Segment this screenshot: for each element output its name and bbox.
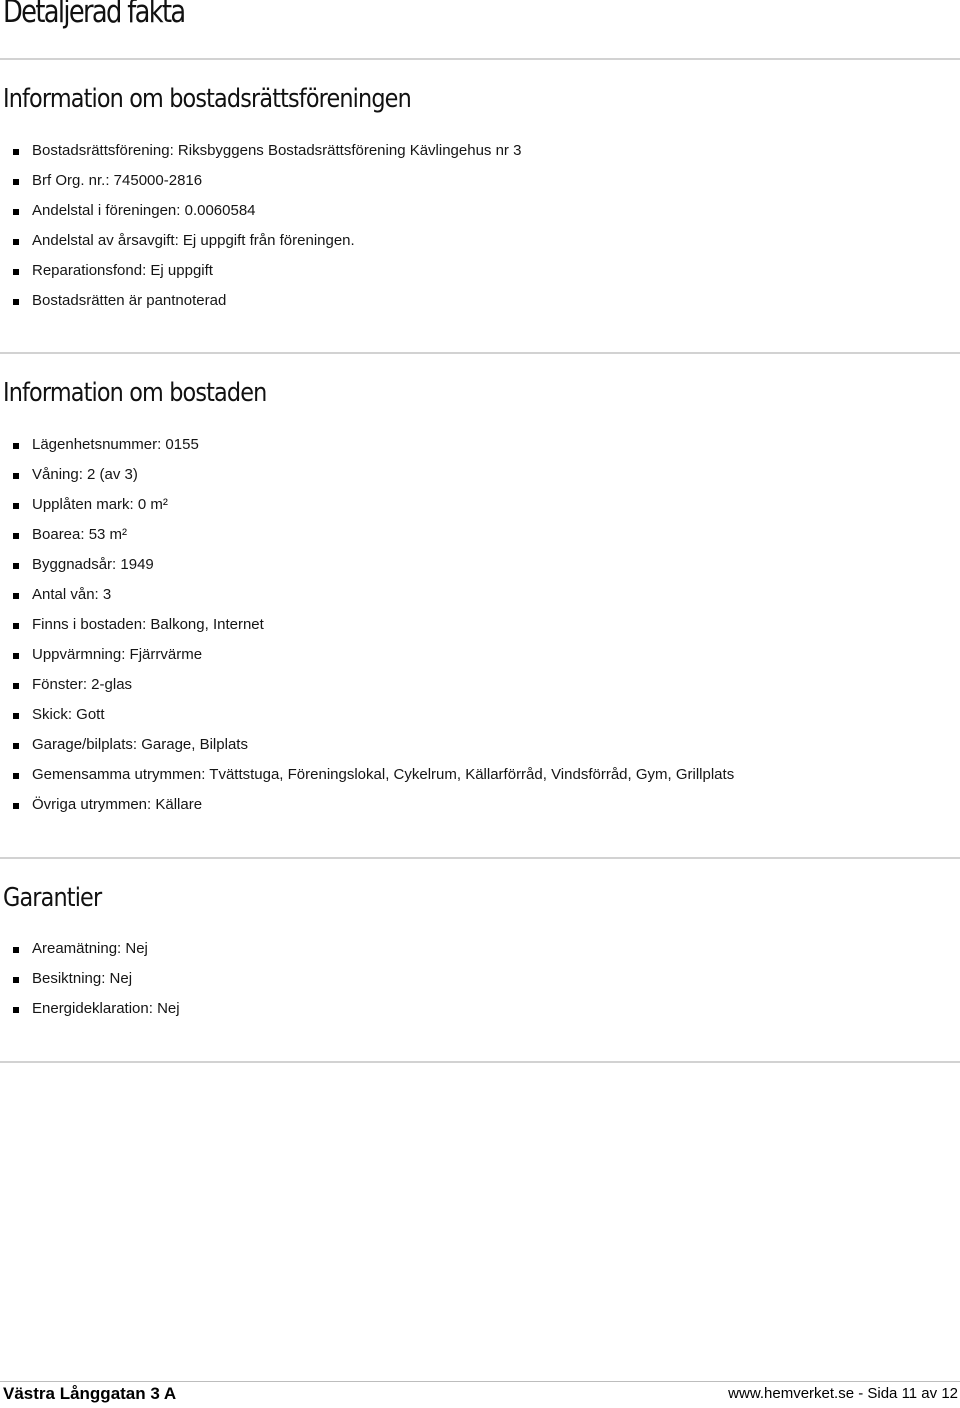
section-divider — [0, 1061, 960, 1063]
section-divider — [0, 857, 960, 859]
section-title-association: Information om bostadsrättsföreningen — [3, 84, 411, 114]
association-info-list — [0, 136, 521, 316]
bullet-icon — [13, 653, 19, 659]
list-item: Fönster: 2-glas — [0, 670, 734, 700]
bullet-icon — [13, 239, 19, 245]
list-item: Brf Org. nr.: 745000-2816 — [0, 166, 521, 196]
section-divider — [0, 352, 960, 354]
guarantees-list — [0, 934, 180, 1024]
list-item: Areamätning: Nej — [0, 934, 180, 964]
bullet-icon — [13, 503, 19, 509]
bullet-icon — [13, 593, 19, 599]
footer-address: Västra Långgatan 3 A — [3, 1384, 177, 1403]
list-item: Lägenhetsnummer: 0155 — [0, 430, 734, 460]
footer-divider — [0, 1381, 960, 1382]
list-item: Gemensamma utrymmen: Tvättstuga, Föreningslokal, Cykelrum, Källarförråd, Vindsförråd, Gym, Grillplats — [0, 760, 734, 790]
bullet-icon — [13, 713, 19, 719]
residence-info-list — [0, 430, 734, 820]
list-item: Uppvärmning: Fjärrvärme — [0, 640, 734, 670]
bullet-icon — [13, 977, 19, 983]
bullet-icon — [13, 209, 19, 215]
bullet-icon — [13, 269, 19, 275]
bullet-icon — [13, 533, 19, 539]
bullet-icon — [13, 683, 19, 689]
list-item: Bostadsrätten är pantnoterad — [0, 286, 521, 316]
list-item: Boarea: 53 m² — [0, 520, 734, 550]
section-title-guarantees: Garantier — [3, 883, 102, 913]
page-title: Detaljerad fakta — [3, 0, 185, 30]
bullet-icon — [13, 623, 19, 629]
bullet-icon — [13, 179, 19, 185]
list-item: Andelstal av årsavgift: Ej uppgift från föreningen. — [0, 226, 521, 256]
bullet-icon — [13, 773, 19, 779]
list-item: Bostadsrättsförening: Riksbyggens Bostadsrättsförening Kävlingehus nr 3 — [0, 136, 521, 166]
list-item: Energideklaration: Nej — [0, 994, 180, 1024]
bullet-icon — [13, 443, 19, 449]
list-item: Besiktning: Nej — [0, 964, 180, 994]
list-item: Garage/bilplats: Garage, Bilplats — [0, 730, 734, 760]
section-divider — [0, 58, 960, 60]
bullet-icon — [13, 1007, 19, 1013]
bullet-icon — [13, 473, 19, 479]
list-item: Reparationsfond: Ej uppgift — [0, 256, 521, 286]
list-item: Våning: 2 (av 3) — [0, 460, 734, 490]
bullet-icon — [13, 149, 19, 155]
list-item: Finns i bostaden: Balkong, Internet — [0, 610, 734, 640]
bullet-icon — [13, 743, 19, 749]
bullet-icon — [13, 299, 19, 305]
list-item: Andelstal i föreningen: 0.0060584 — [0, 196, 521, 226]
bullet-icon — [13, 563, 19, 569]
bullet-icon — [13, 947, 19, 953]
list-item: Byggnadsår: 1949 — [0, 550, 734, 580]
bullet-icon — [13, 803, 19, 809]
list-item: Övriga utrymmen: Källare — [0, 790, 734, 820]
section-title-residence: Information om bostaden — [3, 378, 267, 408]
list-item: Antal vån: 3 — [0, 580, 734, 610]
list-item: Skick: Gott — [0, 700, 734, 730]
footer-page-info: www.hemverket.se - Sida 11 av 12 — [728, 1385, 958, 1402]
list-item: Upplåten mark: 0 m² — [0, 490, 734, 520]
